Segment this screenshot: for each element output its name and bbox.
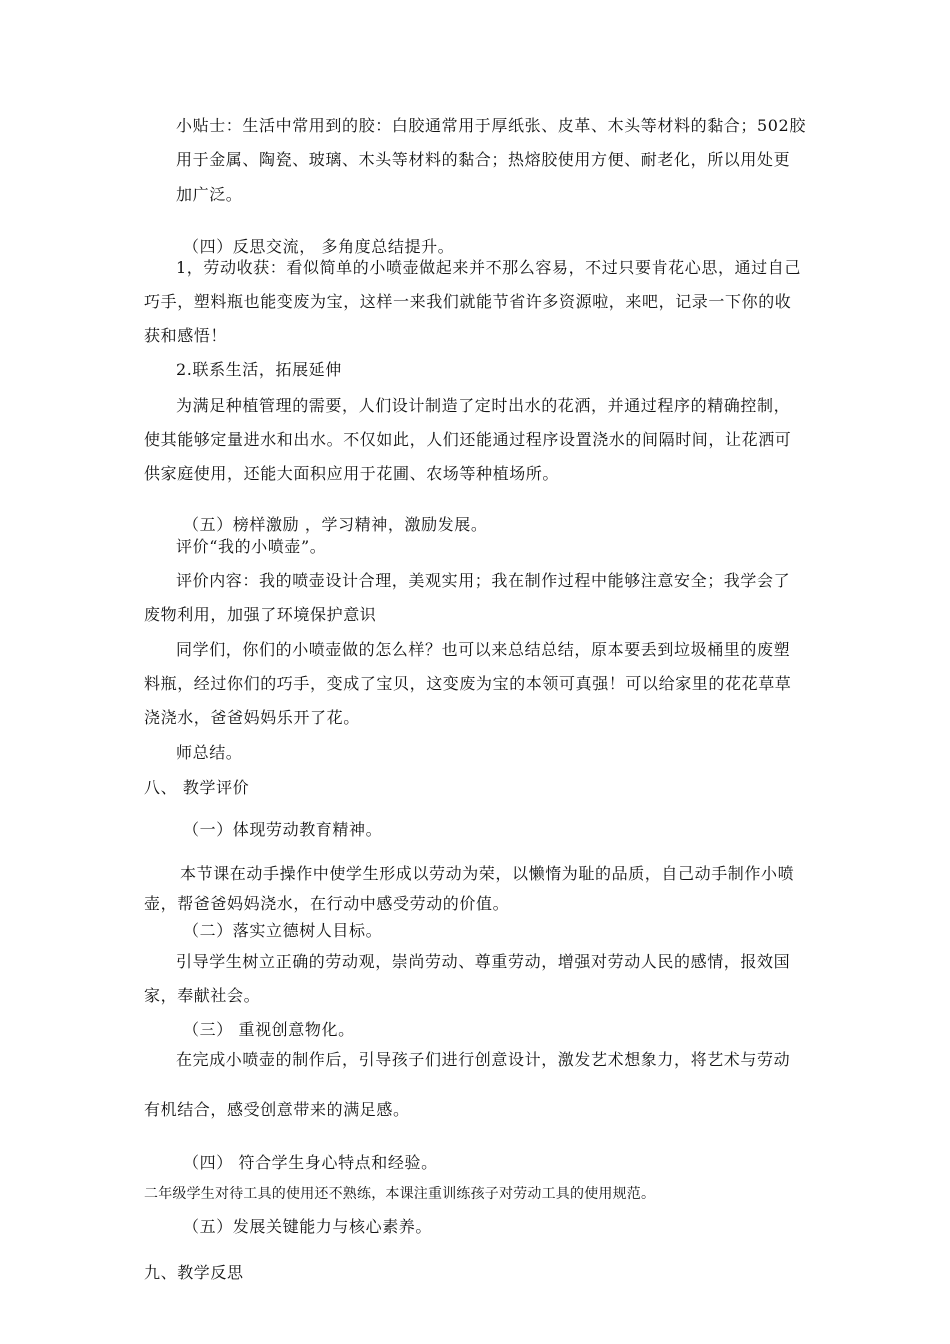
part8-heading: 八、 教学评价	[144, 778, 250, 797]
section4-item1-line-2: 巧手，塑料瓶也能变废为宝，这样一来我们就能节省许多资源啦，来吧，记录一下你的收	[144, 292, 792, 311]
section4-item2-line-2: 使其能够定量进水和出水。不仅如此，人们还能通过程序设置浇水的间隔时间，让花洒可	[144, 430, 792, 449]
part8-sub2-line-2: 家，奉献社会。	[144, 986, 261, 1005]
section5-teacher-summary: 师总结。	[176, 743, 243, 762]
section4-item2-line-1: 为满足种植管理的需要，人们设计制造了定时出水的花洒，并通过程序的精确控制，	[176, 396, 791, 415]
section4-item2-line-3: 供家庭使用，还能大面积应用于花圃、农场等种植场所。	[144, 464, 560, 483]
section5-summary-line-2: 料瓶，经过你们的巧手，变成了宝贝，这变废为宝的本领可真强！可以给家里的花花草草	[144, 674, 792, 693]
part8-sub1-line-2: 壶，帮爸爸妈妈浇水，在行动中感受劳动的价值。	[144, 894, 510, 913]
tip-line-2: 用于金属、陶瓷、玻璃、木头等材料的黏合；热熔胶使用方便、耐老化，所以用处更	[176, 150, 791, 169]
part8-sub3-heading: （三） 重视创意物化。	[183, 1020, 355, 1039]
section5-eval-title: 评价“我的小喷壶”。	[176, 537, 327, 556]
part8-sub5-heading: （五）发展关键能力与核心素养。	[183, 1217, 433, 1236]
section4-heading: （四）反思交流， 多角度总结提升。	[183, 237, 455, 256]
section5-eval-line-1: 评价内容：我的喷壶设计合理，美观实用；我在制作过程中能够注意安全；我学会了	[176, 571, 791, 590]
part9-heading: 九、教学反思	[144, 1263, 244, 1282]
section5-heading: （五）榜样激励 ，学习精神，激励发展。	[183, 515, 488, 534]
part8-sub1-line-1: 本节课在动手操作中使学生形成以劳动为荣，以懒惰为耻的品质，自己动手制作小喷	[180, 864, 795, 883]
tip-line-3: 加广泛。	[176, 185, 243, 204]
section4-item1-line-3: 获和感悟！	[144, 326, 228, 345]
section5-summary-line-3: 浇浇水，爸爸妈妈乐开了花。	[144, 708, 360, 727]
part8-sub4-line-1: 二年级学生对待工具的使用还不熟练，本课注重训练孩子对劳动工具的使用规范。	[144, 1186, 656, 1202]
part8-sub1-heading: （一）体现劳动教育精神。	[183, 820, 383, 839]
section5-summary-line-1: 同学们，你们的小喷壶做的怎么样？也可以来总结总结，原本要丢到垃圾桶里的废塑	[176, 640, 791, 659]
section4-item2-title: 2.联系生活，拓展延伸	[176, 360, 342, 379]
section4-item1-line-1: 1，劳动收获：看似简单的小喷壶做起来并不那么容易，不过只要肯花心思，通过自己	[176, 258, 801, 277]
part8-sub2-line-1: 引导学生树立正确的劳动观，崇尚劳动、尊重劳动，增强对劳动人民的感情，报效国	[176, 952, 791, 971]
part8-sub3-line-2: 有机结合，感受创意带来的满足感。	[144, 1100, 410, 1119]
part8-sub2-heading: （二）落实立德树人目标。	[183, 921, 383, 940]
part8-sub4-heading: （四） 符合学生身心特点和经验。	[183, 1153, 438, 1172]
section5-eval-line-2: 废物利用，加强了环境保护意识	[144, 605, 377, 624]
part8-sub3-line-1: 在完成小喷壶的制作后，引导孩子们进行创意设计，激发艺术想象力，将艺术与劳动	[176, 1050, 791, 1069]
tip-line-1: 小贴士：生活中常用到的胶：白胶通常用于厚纸张、皮革、木头等材料的黏合；502胶	[176, 116, 806, 135]
